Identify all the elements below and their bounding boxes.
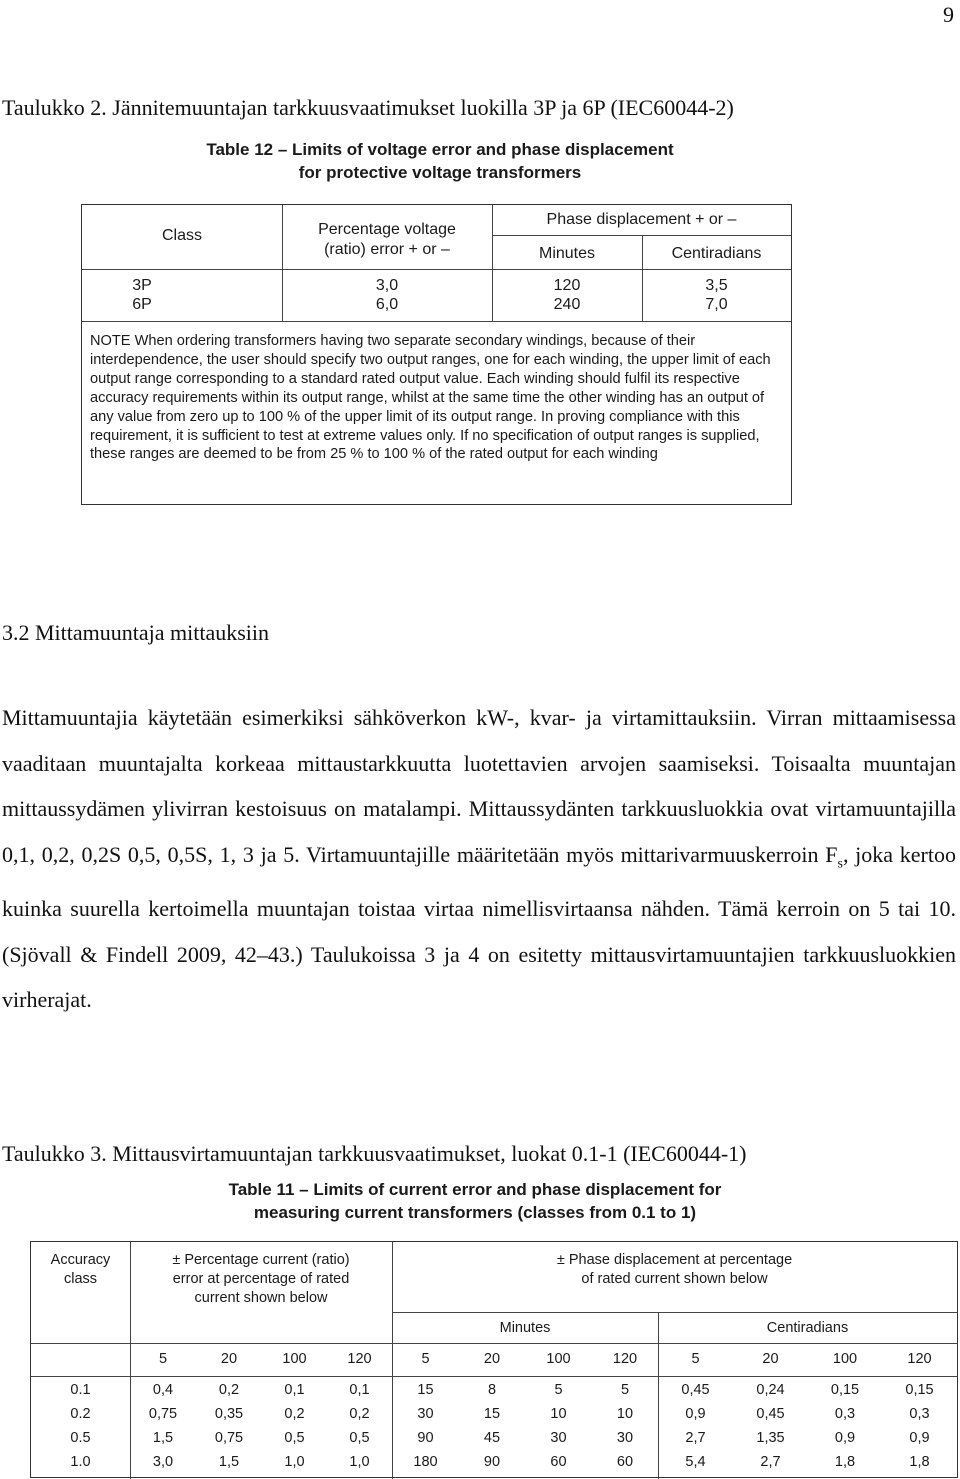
header-percent-100: 100 [546, 1351, 571, 1367]
table-cell: 2,7 [760, 1454, 781, 1470]
header-percentage-current-error [130, 1251, 392, 1308]
table-11-title [150, 1178, 800, 1224]
table-cell: 10 [616, 1406, 634, 1422]
table-cell: 1,8 [909, 1454, 930, 1470]
cell-accuracy-class: 1.0 [70, 1454, 91, 1470]
table-cell: 60 [616, 1454, 634, 1470]
table-11-divider [392, 1312, 957, 1313]
table-cell: 1,5 [218, 1454, 240, 1470]
table-12-divider [82, 321, 791, 322]
cell-minutes: 240 [553, 296, 581, 313]
header-class: Class [161, 227, 202, 244]
table-cell: 8 [487, 1382, 497, 1398]
table-cell: 0,5 [284, 1430, 305, 1446]
header-percent-100: 100 [832, 1351, 858, 1367]
cell-class: 3P [132, 277, 152, 294]
paragraph-subscript: s [837, 855, 843, 871]
header-centiradians: Centiradians [766, 1320, 849, 1336]
header-minutes: Minutes [499, 1320, 551, 1336]
table-cell: 5 [554, 1382, 563, 1398]
table-cell: 0,1 [284, 1382, 305, 1398]
table-cell: 0,9 [834, 1430, 856, 1446]
header-phase-displacement: Phase displacement + or – [546, 211, 737, 228]
table-cell: 0,1 [349, 1382, 370, 1398]
header-percent-100: 100 [282, 1351, 307, 1367]
table-cell: 1,8 [834, 1454, 856, 1470]
cell-minutes: 120 [553, 277, 581, 294]
table-cell: 1,0 [349, 1454, 370, 1470]
table-cell: 30 [550, 1430, 567, 1446]
header-phase-displacement [392, 1251, 957, 1289]
table-cell: 5,4 [685, 1454, 706, 1470]
table-cell: 1,5 [152, 1430, 174, 1446]
table-cell: 0,5 [349, 1430, 370, 1446]
cell-centiradians: 3,5 [705, 277, 728, 294]
table-cell: 0,3 [834, 1406, 856, 1422]
table-11-title-line-2: measuring current transformers (classes from 0.1 to 1) [253, 1203, 697, 1222]
table-cell: 0,45 [681, 1382, 710, 1398]
table-cell: 0,9 [909, 1430, 930, 1446]
table-cell: 0,15 [905, 1382, 934, 1398]
header-accuracy-class [31, 1251, 130, 1289]
table-cell: 0,45 [756, 1406, 785, 1422]
table-11 [30, 1241, 958, 1478]
header-percent-120: 120 [347, 1351, 372, 1367]
table-cell: 0,24 [756, 1382, 785, 1398]
table-12-title [120, 138, 760, 184]
header-centiradians: Centiradians [671, 245, 762, 262]
header-pct-line-1: ± Percentage current (ratio) [172, 1252, 350, 1268]
header-minutes: Minutes [538, 245, 596, 262]
header-pct-line-2: (ratio) error + or – [324, 241, 450, 258]
header-percent-20: 20 [220, 1351, 238, 1367]
cell-pct: 3,0 [375, 277, 399, 294]
header-pct-line-1: Percentage voltage [318, 221, 456, 238]
header-percent-5: 5 [691, 1351, 700, 1367]
table-cell: 0,2 [349, 1406, 370, 1422]
table-11-title-line-1: Table 11 – Limits of current error and phase displacement for [228, 1180, 722, 1199]
table-12 [81, 204, 792, 505]
table-cell: 60 [550, 1454, 567, 1470]
table-cell: 180 [413, 1454, 438, 1470]
table-12-note: NOTE When ordering transformers having two separate secondary windings, because of their interdependence, the user should specify two output ranges, one for each winding, the upper limit of each output range corresponding to a standard rated output value. Each winding should fulfil its respective accuracy requirements within its output range, whilst at the same time the other winding has an output of any value from zero up to 100 % of the upper limit of its output range. In proving compliance with this requirement, it is sufficient to test at extreme values only. If no specification of output ranges is supplied, these ranges are deemed to be from 25 % to 100 % of the rated output for each winding [90, 333, 771, 463]
table-cell: 0,35 [214, 1406, 244, 1422]
cell-centiradians: 7,0 [705, 296, 728, 313]
table-12-divider [492, 235, 791, 236]
header-percent-20: 20 [762, 1351, 779, 1367]
table-cell: 2,7 [685, 1430, 706, 1446]
table-cell: 5 [620, 1382, 630, 1398]
section-heading: 3.2 Mittamuuntaja mittauksiin [2, 620, 270, 645]
header-percentage-voltage-error [282, 220, 492, 260]
header-pct-line-3: current shown below [194, 1290, 328, 1306]
cell-accuracy-class: 0.1 [70, 1382, 91, 1398]
table-cell: 0,9 [685, 1406, 706, 1422]
page-number: 9 [943, 2, 954, 27]
header-percent-120: 120 [612, 1351, 638, 1367]
header-percent-120: 120 [907, 1351, 932, 1367]
table-cell: 15 [417, 1382, 434, 1398]
cell-class: 6P [132, 296, 152, 313]
table-3-caption: Taulukko 3. Mittausvirtamuuntajan tarkkuusvaatimukset, luokat 0.1-1 (IEC60044-1) [2, 1141, 747, 1166]
header-percent-5: 5 [421, 1351, 430, 1367]
table-12-divider [82, 269, 791, 270]
table-cell: 30 [616, 1430, 634, 1446]
cell-accuracy-class: 0.5 [70, 1430, 91, 1446]
header-accuracy-line-2: class [63, 1271, 98, 1287]
body-paragraph [2, 695, 956, 1023]
table-12-title-line-2: for protective voltage transformers [298, 163, 582, 182]
cell-pct: 6,0 [375, 296, 399, 313]
header-percent-5: 5 [158, 1351, 168, 1367]
table-cell: 90 [483, 1454, 501, 1470]
table-11-divider [31, 1343, 957, 1344]
table-cell: 0,4 [152, 1382, 174, 1398]
table-cell: 10 [550, 1406, 567, 1422]
table-cell: 1,35 [756, 1430, 785, 1446]
table-cell: 0,3 [909, 1406, 930, 1422]
table-2-caption: Taulukko 2. Jännitemuuntajan tarkkuusvaatimukset luokilla 3P ja 6P (IEC60044-2) [2, 95, 734, 120]
table-cell: 3,0 [152, 1454, 174, 1470]
paragraph-text-continued: , joka kertoo kuinka suurella kertoimella muuntajan toistaa virtaa nimellisvirtaansa nähden. Tämä kerroin on 5 tai 10. (Sjövall & Findell 2009, 42–43.) Taulukoissa 3 ja 4 on esitetty mittausvirtamuuntajien tarkkuusluokkien virherajat. [2, 841, 956, 1013]
header-pct-line-2: error at percentage of rated [172, 1271, 350, 1287]
table-12-title-line-1: Table 12 – Limits of voltage error and phase displacement [206, 140, 674, 159]
table-cell: 45 [483, 1430, 501, 1446]
table-cell: 0,2 [284, 1406, 305, 1422]
table-cell: 30 [417, 1406, 434, 1422]
table-11-divider [31, 1376, 957, 1377]
table-cell: 15 [483, 1406, 501, 1422]
header-phase-line-1: ± Phase displacement at percentage [556, 1252, 793, 1268]
cell-accuracy-class: 0.2 [70, 1406, 91, 1422]
table-cell: 0,75 [148, 1406, 178, 1422]
paragraph-text: Mittamuuntajia käytetään esimerkiksi sähköverkon kW-, kvar- ja virtamittauksiin. Virran mittaamisessa vaaditaan muuntajalta korkeaa mittaustarkkuutta luotettavien arvojen saamiseksi. Toisaalta muuntajan mittaussydämen ylivirran kestoisuus on matalampi. Mittaussydänten tarkkuusluokkia ovat virtamuuntajilla 0,1, 0,2, 0,2S 0,5, 0,5S, 1, 3 ja 5. Virtamuuntajille määritetään myös mittarivarmuuskerroin F [2, 705, 956, 867]
header-percent-20: 20 [483, 1351, 501, 1367]
table-cell: 1,0 [284, 1454, 305, 1470]
table-cell: 0,2 [218, 1382, 240, 1398]
header-phase-line-2: of rated current shown below [581, 1271, 768, 1287]
header-accuracy-line-1: Accuracy [50, 1252, 111, 1268]
table-cell: 90 [417, 1430, 434, 1446]
table-cell: 0,15 [830, 1382, 860, 1398]
table-cell: 0,75 [214, 1430, 244, 1446]
